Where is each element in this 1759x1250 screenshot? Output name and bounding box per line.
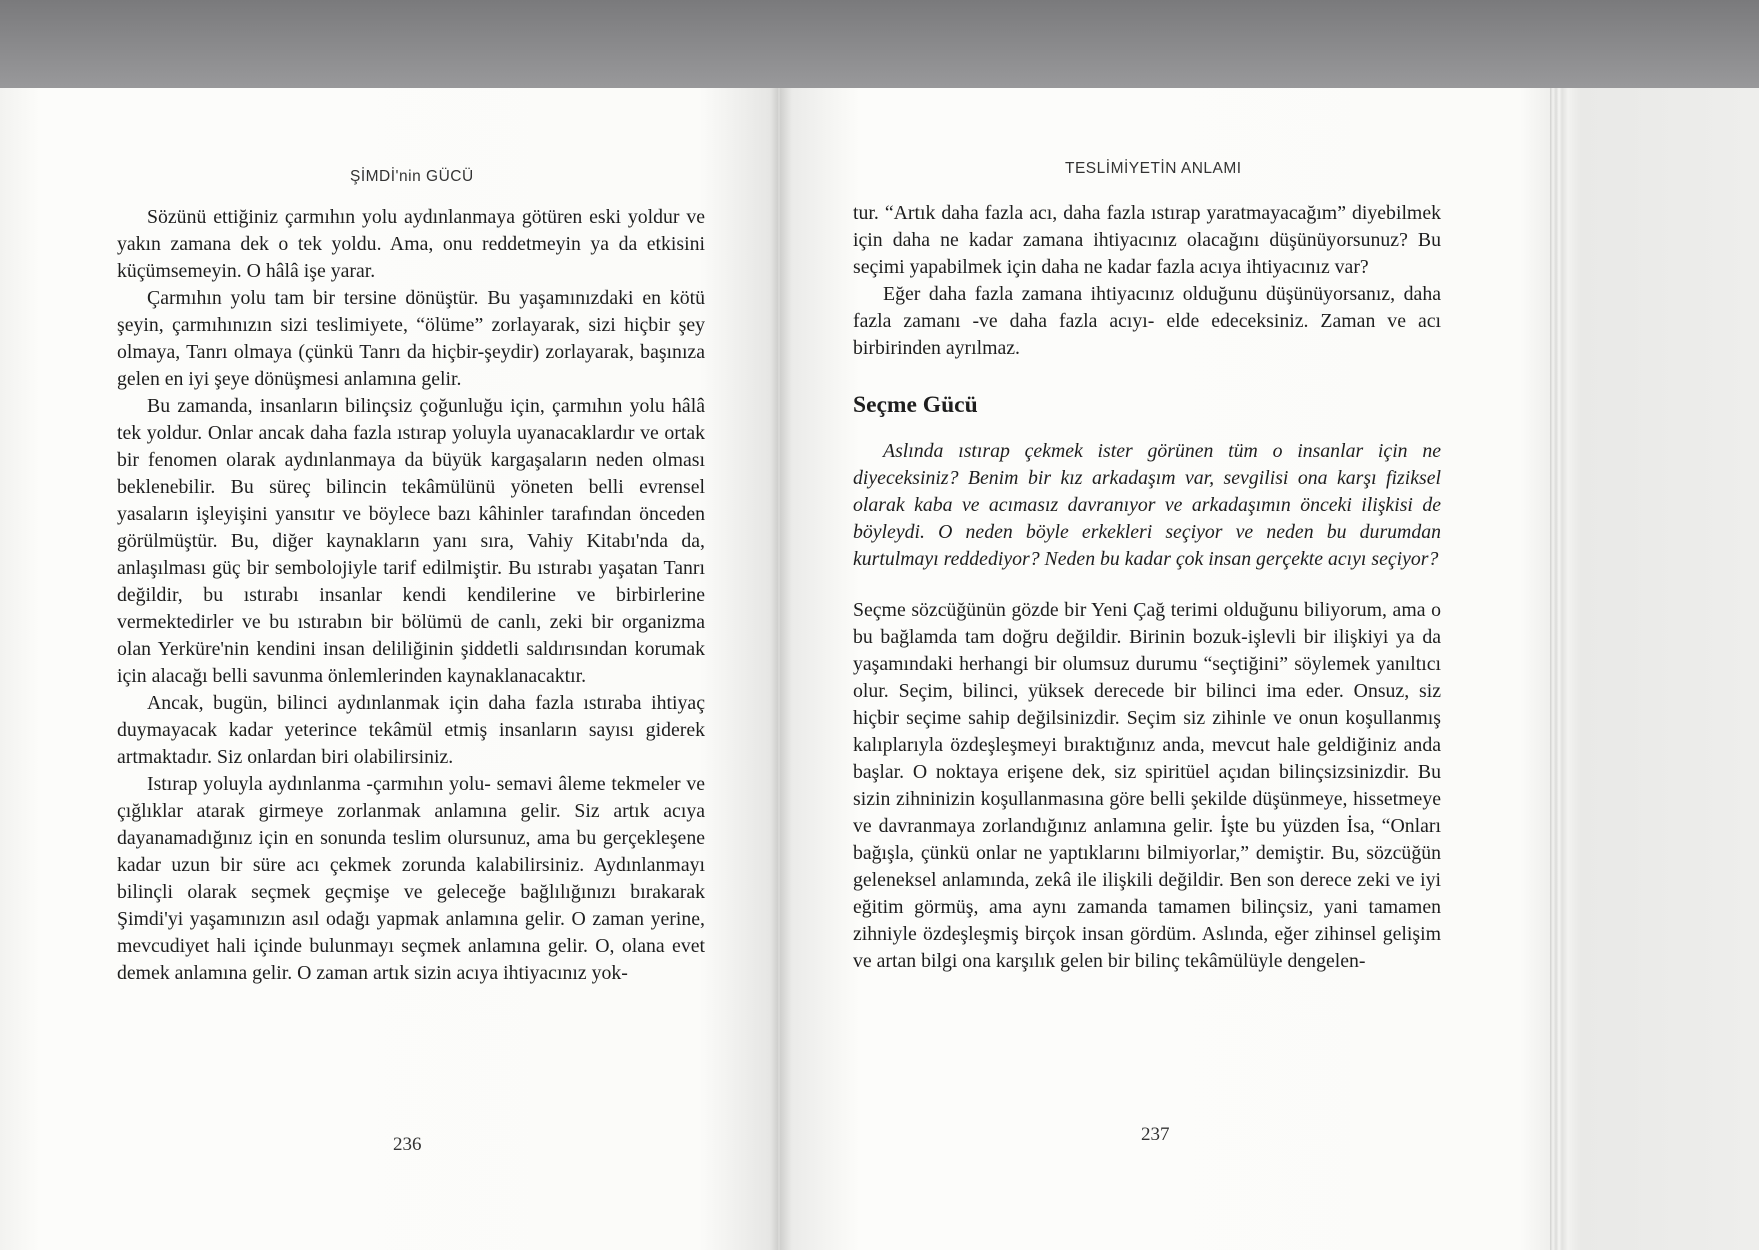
scanner-background [0, 0, 1759, 92]
paragraph: Ancak, bugün, bilinci aydınlanmak için daha fazla ıstıraba ihtiyaç duymayacak kadar yeterince tekâmül etmiş insanların sayısı giderek artmaktadır. Siz onlardan biri olabilirsiniz. [117, 692, 705, 768]
left-page [0, 88, 778, 1250]
body-text [853, 200, 1441, 975]
book-spread [0, 88, 1759, 1250]
running-header: ŞİMDİ'nin GÜCÜ [350, 168, 474, 185]
paragraph: Bu zamanda, insanların bilinçsiz çoğunluğu için, çarmıhın yolu hâlâ tek yoldur. Onlar ancak daha fazla ıstırap yoluyla uyanacaklardır ve ortak bir fenomen olarak aydınlanmaya da büyük kargaşaların neden olması beklenebilir. Bu süreç bilincin tekâmülünü yöneten belli evrensel yasaların işleyişini yansıtır ve böylece bazı kâhinler tarafından önceden görülmüştür. Bu, diğer kaynakların yanı sıra, Vahiy Kitabı'nda da, anlaşılması güç bir sembolojiyle tarif edilmiştir. Bu ıstırabı yaşatan Tanrı değildir, bu ıstırabı insanlar kendi kendilerine ve birbirlerine vermektedirler ve bu ıstırabın bir bölümü de canlı, zeki bir organizma olan Yerküre'nin kendini insan deliliğinin şiddetli saldırısından korumak için alacağı belli savunma önlemlerinden kaynaklanacaktır. [117, 395, 705, 687]
page-number: 237 [1141, 1124, 1170, 1145]
paragraph: Sözünü ettiğiniz çarmıhın yolu aydınlanmaya götüren eski yoldur ve yakın zamana dek o tek yoldu. Ama, onu reddetmeyin ya da etkisini küçümsemeyin. O hâlâ işe yarar. [117, 206, 705, 282]
running-header: TESLİMİYETİN ANLAMI [1065, 160, 1242, 177]
paragraph-gap [853, 573, 1441, 597]
paragraph: Seçme sözcüğünün gözde bir Yeni Çağ terimi olduğunu biliyorum, ama o bu bağlamda tam doğru değildir. Birinin bozuk-işlevli bir ilişkiyi ya da yaşamındaki herhangi bir olumsuz durumu “seçtiğini” söylemek yanıltıcı olur. Seçim, bilinci, yüksek derecede bir bilinci ima eder. Onsuz, siz hiçbir seçime sahip değilsinizdir. Seçim siz zihinle ve onun koşullanmış kalıplarıyla özdeşleşmeyi bıraktığınız anda, mevcut hale geldiğiniz anda başlar. O noktaya erişene dek, siz spiritüel açıdan bilinçsizsinizdir. Bu sizin zihninizin koşullanmasına göre belli şekilde düşünmeye, hissetmeye ve davranmaya zorlandığınız anlamına gelir. İşte bu yüzden İsa, “Onları bağışla, çünkü onlar ne yaptıklarını bilmiyorlar,” demiştir. Bu, sözcüğün geleneksel anlamında, zekâ ile ilişkili değildir. Ben son derece zeki ve iyi eğitim görmüş, ama aynı zamanda tamamen bilinçsiz, yani tamamen zihniyle özdeşleşmiş birçok insan gördüm. Aslında, eğer zihinsel gelişim ve artan bilgi ona karşılık gelen bir bilinç tekâmülüyle dengelen- [853, 599, 1441, 972]
right-page [780, 88, 1550, 1250]
question-paragraph: Aslında ıstırap çekmek ister görünen tüm o insanlar için ne diyeceksiniz? Benim bir kız arkadaşım var, sevgilisi ona karşı fiziksel olarak kaba ve acımasız davranıyor ve arkadaşımın önceki ilişkisi de böyleydi. O neden böyle erkekleri seçiyor ve neden bu durumdan kurtulmayı reddediyor? Neden bu kadar çok insan gerçekte acıyı seçiyor? [853, 440, 1441, 570]
paragraph: tur. “Artık daha fazla acı, daha fazla ıstırap yaratmayacağım” diyebilmek için daha ne kadar zamana ihtiyacınız olacağını düşünüyorsunuz? Bu seçimi yapabilmek için daha ne kadar fazla acıya ihtiyacınız var? [853, 202, 1441, 278]
paragraph: Çarmıhın yolu tam bir tersine dönüştür. Bu yaşamınızdaki en kötü şeyin, çarmıhınızın sizi teslimiyete, “ölüme” zorlayarak, sizi hiçbir şey olmaya, Tanrı olmaya (çünkü Tanrı da hiçbir-şeydir) zorlayarak, başınıza gelen en iyi şeye dönüşmesi anlamına gelir. [117, 287, 705, 390]
page-edges [1550, 88, 1759, 1250]
section-title: Seçme Gücü [853, 392, 978, 418]
body-text [117, 204, 705, 987]
paragraph: Istırap yoluyla aydınlanma -çarmıhın yolu- semavi âleme tekmeler ve çığlıklar atarak girmeye zorlanmak anlamına gelir. Siz artık acıya dayanamadığınız için en sonunda teslim olursunuz, ama bu gerçekleşene kadar uzun bir süre acı çekmek zorunda kalabilirsiniz. Aydınlanmayı bilinçli olarak seçmek geçmişe ve geleceğe bağlılığınızı bırakarak Şimdi'yi yaşamınızın asıl odağı yapmak anlamına gelir. O zaman yerine, mevcudiyet hali içinde bulunmayı seçmek anlamına gelir. O, olana evet demek anlamına gelir. O zaman artık sizin acıya ihtiyacınız yok- [117, 773, 705, 984]
paragraph: Eğer daha fazla zamana ihtiyacınız olduğunu düşünüyorsanız, daha fazla zamanı -ve daha fazla acıyı- elde edeceksiniz. Zaman ve acı birbirinden ayrılmaz. [853, 283, 1441, 359]
page-number: 236 [393, 1134, 422, 1155]
